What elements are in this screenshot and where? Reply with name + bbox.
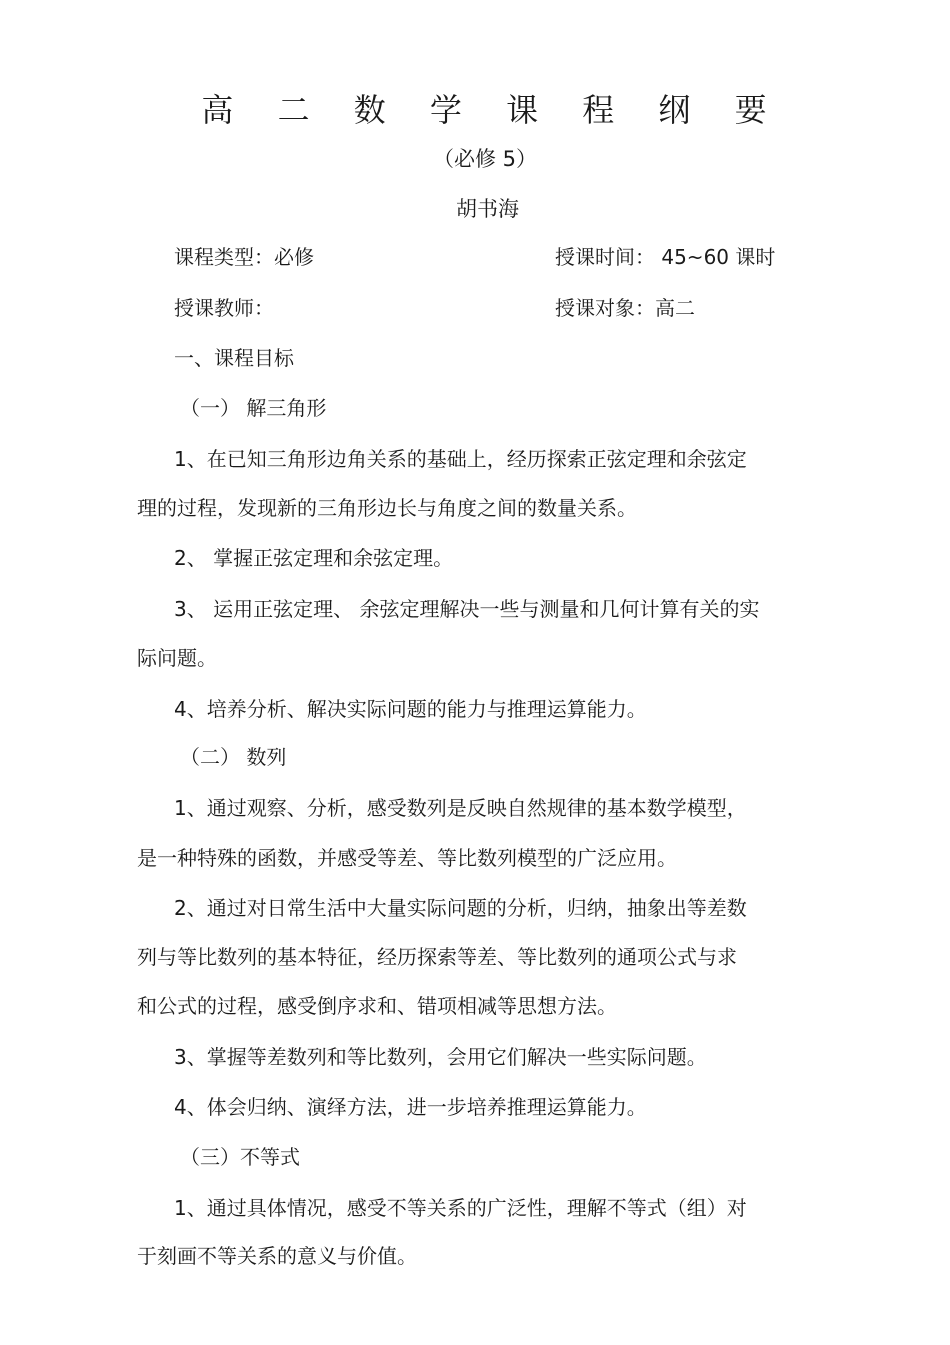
course-type: 课程类型：必修 [174, 245, 314, 269]
document-author: 胡书海 [456, 197, 519, 221]
paragraph-line: 3、 运用正弦定理、 余弦定理解决一些与测量和几何计算有关的实 [174, 597, 760, 621]
course-target: 授课对象：高二 [555, 296, 695, 320]
paragraph-line: 1、在已知三角形边角关系的基础上，经历探索正弦定理和余弦定 [174, 447, 747, 471]
course-teacher: 授课教师： [174, 296, 274, 320]
paragraph-line: 和公式的过程，感受倒序求和、错项相减等思想方法。 [137, 994, 617, 1018]
paragraph-line: 2、通过对日常生活中大量实际问题的分析，归纳，抽象出等差数 [174, 896, 747, 920]
subsection-heading-inequalities: （三）不等式 [180, 1145, 300, 1169]
subsection-heading-sequences: （二） 数列 [180, 745, 287, 769]
document-subtitle: （必修 5） [432, 147, 538, 171]
course-time: 授课时间： 45~60 课时 [555, 245, 776, 269]
section-heading-goals: 一、课程目标 [174, 346, 294, 370]
paragraph-line: 于刻画不等关系的意义与价值。 [137, 1244, 417, 1268]
paragraph-line: 3、掌握等差数列和等比数列，会用它们解决一些实际问题。 [174, 1045, 707, 1069]
paragraph-line: 理的过程，发现新的三角形边长与角度之间的数量关系。 [137, 496, 637, 520]
paragraph-line: 4、培养分析、解决实际问题的能力与推理运算能力。 [174, 697, 647, 721]
subsection-heading-triangles: （一） 解三角形 [180, 396, 327, 420]
paragraph-line: 2、 掌握正弦定理和余弦定理。 [174, 546, 454, 570]
paragraph-line: 列与等比数列的基本特征，经历探索等差、等比数列的通项公式与求 [137, 945, 737, 969]
document-title: 高 二 数 学 课 程 纲 要 [201, 91, 784, 129]
paragraph-line: 是一种特殊的函数，并感受等差、等比数列模型的广泛应用。 [137, 846, 677, 870]
paragraph-line: 1、通过具体情况，感受不等关系的广泛性，理解不等式（组）对 [174, 1196, 747, 1220]
paragraph-line: 1、通过观察、分析，感受数列是反映自然规律的基本数学模型， [174, 796, 747, 820]
paragraph-line: 际问题。 [137, 646, 217, 670]
paragraph-line: 4、体会归纳、演绎方法，进一步培养推理运算能力。 [174, 1095, 647, 1119]
